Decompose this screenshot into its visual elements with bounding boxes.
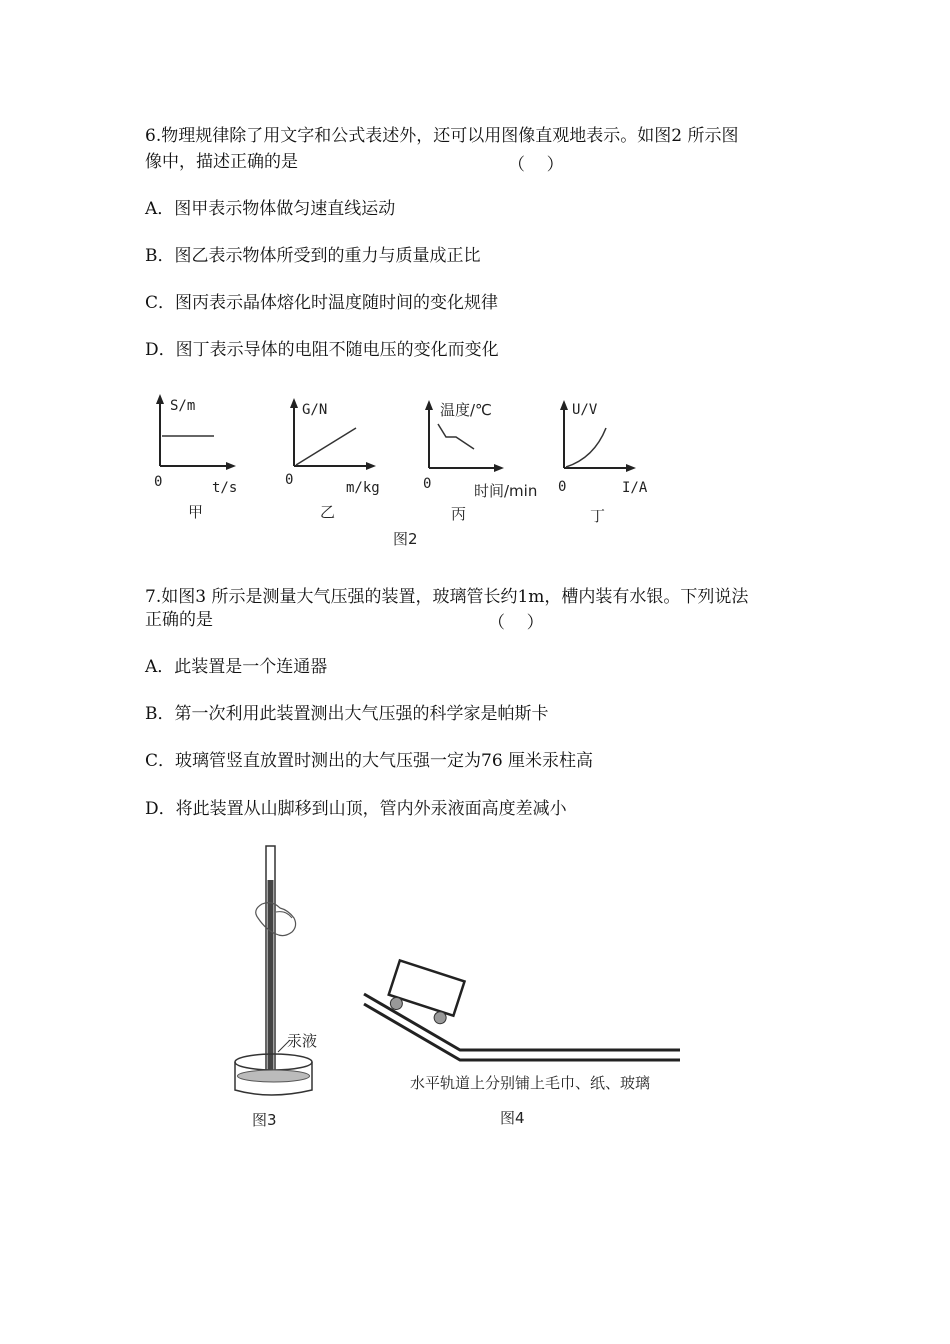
- figure-4-caption: 图4: [500, 1109, 525, 1127]
- graph-ding-xlabel: I/A: [622, 480, 648, 496]
- q7-answer-blank: （ ）: [488, 613, 544, 633]
- mercury-label: 汞液: [287, 1032, 318, 1050]
- ramp-track-bottom: [364, 1004, 680, 1060]
- q7-stem-line1: 7.如图3 所示是测量大气压强的装置，玻璃管长约1m，槽内装有水银。下列说法: [145, 587, 749, 607]
- figure-4-description: 水平轨道上分别铺上毛巾、纸、玻璃: [410, 1074, 651, 1092]
- mercury-column: [268, 880, 274, 1078]
- graph-yi-xlabel: m/kg: [346, 480, 380, 496]
- figure-3-torricelli-apparatus: [235, 846, 317, 1129]
- cart: [385, 960, 465, 1027]
- q7-stem-line2: 正确的是: [145, 610, 213, 630]
- graph-bing-origin: 0: [423, 476, 432, 492]
- mercury-surface: [238, 1070, 310, 1082]
- graph-bing-ylabel: 温度/℃: [440, 401, 492, 419]
- q6-option-d: D．图丁表示导体的电阻不随电压的变化而变化: [145, 340, 499, 360]
- q6-option-c: C．图丙表示晶体熔化时温度随时间的变化规律: [145, 293, 499, 313]
- graph-ding-ylabel: U/V: [572, 402, 598, 418]
- graph-bing-name: 丙: [451, 505, 467, 523]
- q7-option-c: C．玻璃管竖直放置时测出的大气压强一定为76 厘米汞柱高: [145, 751, 594, 771]
- graph-yi-origin: 0: [285, 472, 294, 488]
- graph-jia-ylabel: S/m: [170, 398, 196, 414]
- graph-ding-origin: 0: [558, 479, 567, 495]
- q7-option-b: B．第一次利用此装置测出大气压强的科学家是帕斯卡: [145, 704, 549, 724]
- graph-ding-name: 丁: [590, 507, 606, 525]
- q7-option-a: A．此装置是一个连通器: [145, 657, 328, 677]
- q7-option-d: D．将此装置从山脚移到山顶，管内外汞液面高度差减小: [145, 799, 567, 819]
- graph-jia-name: 甲: [188, 503, 204, 521]
- graph-yi-name: 乙: [320, 503, 336, 521]
- q6-stem-line2: 像中，描述正确的是: [145, 152, 298, 172]
- graph-jia-xlabel: t/s: [212, 480, 238, 496]
- graph-jia-origin: 0: [154, 474, 163, 490]
- graph-bing-xlabel: 时间/min: [474, 482, 538, 500]
- q6-stem-line1: 6.物理规律除了用文字和公式表述外，还可以用图像直观地表示。如图2 所示图: [145, 126, 739, 146]
- figure-3-caption: 图3: [252, 1111, 277, 1129]
- graph-yi-ylabel: G/N: [302, 402, 328, 418]
- q6-option-b: B．图乙表示物体所受到的重力与质量成正比: [145, 246, 481, 266]
- figure-2-caption: 图2: [393, 530, 418, 548]
- q6-answer-blank: （ ）: [508, 155, 564, 175]
- figure-4-ramp-experiment: [364, 960, 680, 1127]
- q6-option-a: A．图甲表示物体做匀速直线运动: [145, 199, 396, 219]
